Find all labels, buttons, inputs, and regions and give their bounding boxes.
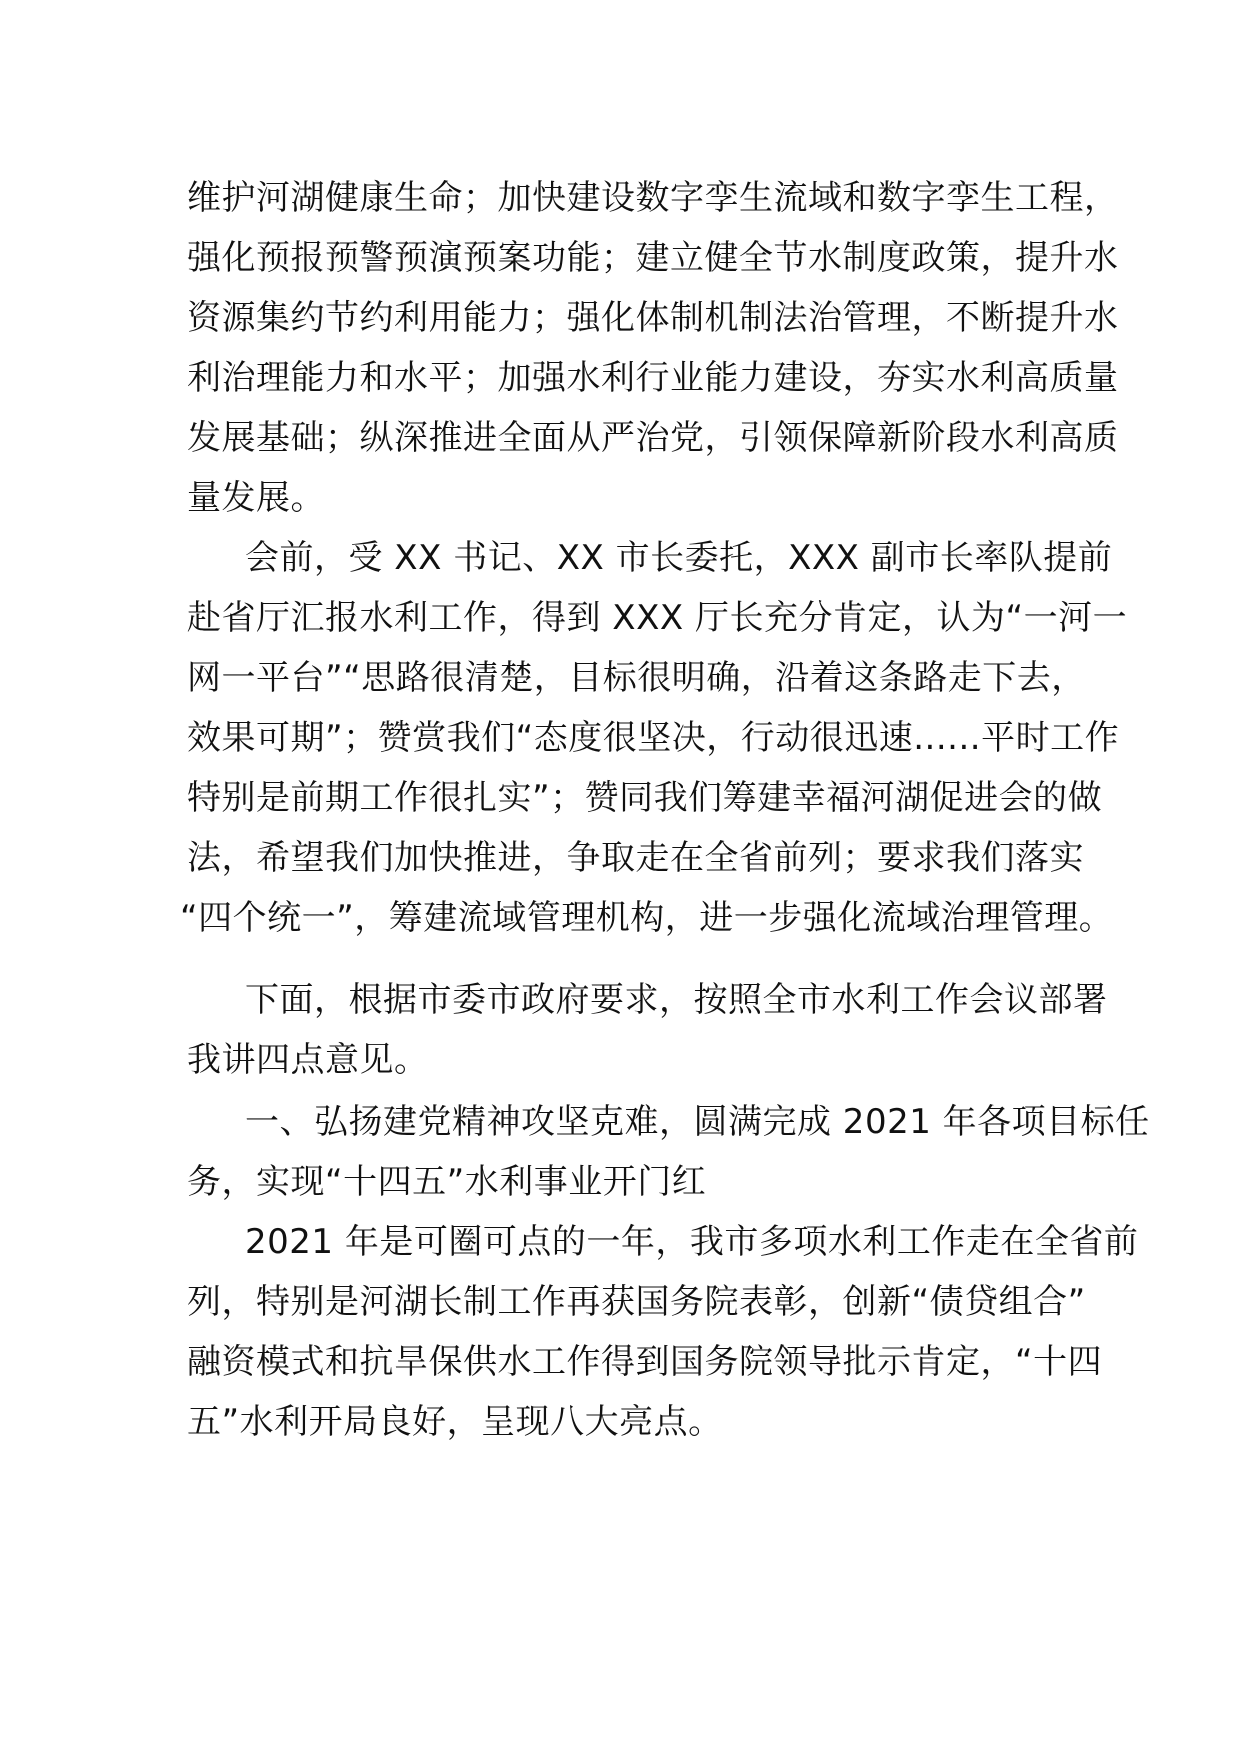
- paragraph-line: 五”水利开局良好，呈现八大亮点。: [187, 1402, 723, 1442]
- paragraph-line: 利治理能力和水平；加强水利行业能力建设，夯实水利高质量: [187, 358, 1119, 398]
- paragraph-line: “四个统一”，筹建流域管理机构，进一步强化流域治理管理。: [180, 898, 1114, 938]
- paragraph-line: 融资模式和抗旱保供水工作得到国务院领导批示肯定，“十四: [187, 1342, 1103, 1382]
- paragraph-line: 发展基础；纵深推进全面从严治党，引领保障新阶段水利高质: [187, 418, 1119, 458]
- paragraph-line: 我讲四点意见。: [187, 1040, 429, 1080]
- paragraph-line: 强化预报预警预演预案功能；建立健全节水制度政策，提升水: [187, 238, 1119, 278]
- paragraph-line: 维护河湖健康生命；加快建设数字孪生流域和数字孪生工程，: [187, 178, 1119, 218]
- paragraph-line: 2021 年是可圈可点的一年，我市多项水利工作走在全省前: [245, 1222, 1139, 1262]
- paragraph-line: 效果可期”；赞赏我们“态度很坚决，行动很迅速......平时工作: [187, 718, 1120, 758]
- paragraph-line: 赴省厅汇报水利工作，得到 XXX 厅长充分肯定，认为“一河一: [187, 598, 1128, 638]
- section-heading-line: 务，实现“十四五”水利事业开门红: [187, 1162, 707, 1202]
- paragraph-line: 法，希望我们加快推进，争取走在全省前列；要求我们落实: [187, 838, 1084, 878]
- paragraph-line: 特别是前期工作很扎实”；赞同我们筹建幸福河湖促进会的做: [187, 778, 1103, 818]
- paragraph-line: 资源集约节约利用能力；强化体制机制法治管理，不断提升水: [187, 298, 1119, 338]
- paragraph-line: 网一平台”“思路很清楚，目标很明确，沿着这条路走下去，: [187, 658, 1086, 698]
- section-heading-line: 一、弘扬建党精神攻坚克难，圆满完成 2021 年各项目标任: [245, 1102, 1150, 1142]
- paragraph-line: 量发展。: [187, 478, 325, 518]
- paragraph-line: 下面，根据市委市政府要求，按照全市水利工作会议部署: [245, 980, 1108, 1020]
- paragraph-line: 会前，受 XX 书记、XX 市长委托，XXX 副市长率队提前: [245, 538, 1113, 578]
- paragraph-line: 列，特别是河湖长制工作再获国务院表彰，创新“债贷组合”: [187, 1282, 1086, 1322]
